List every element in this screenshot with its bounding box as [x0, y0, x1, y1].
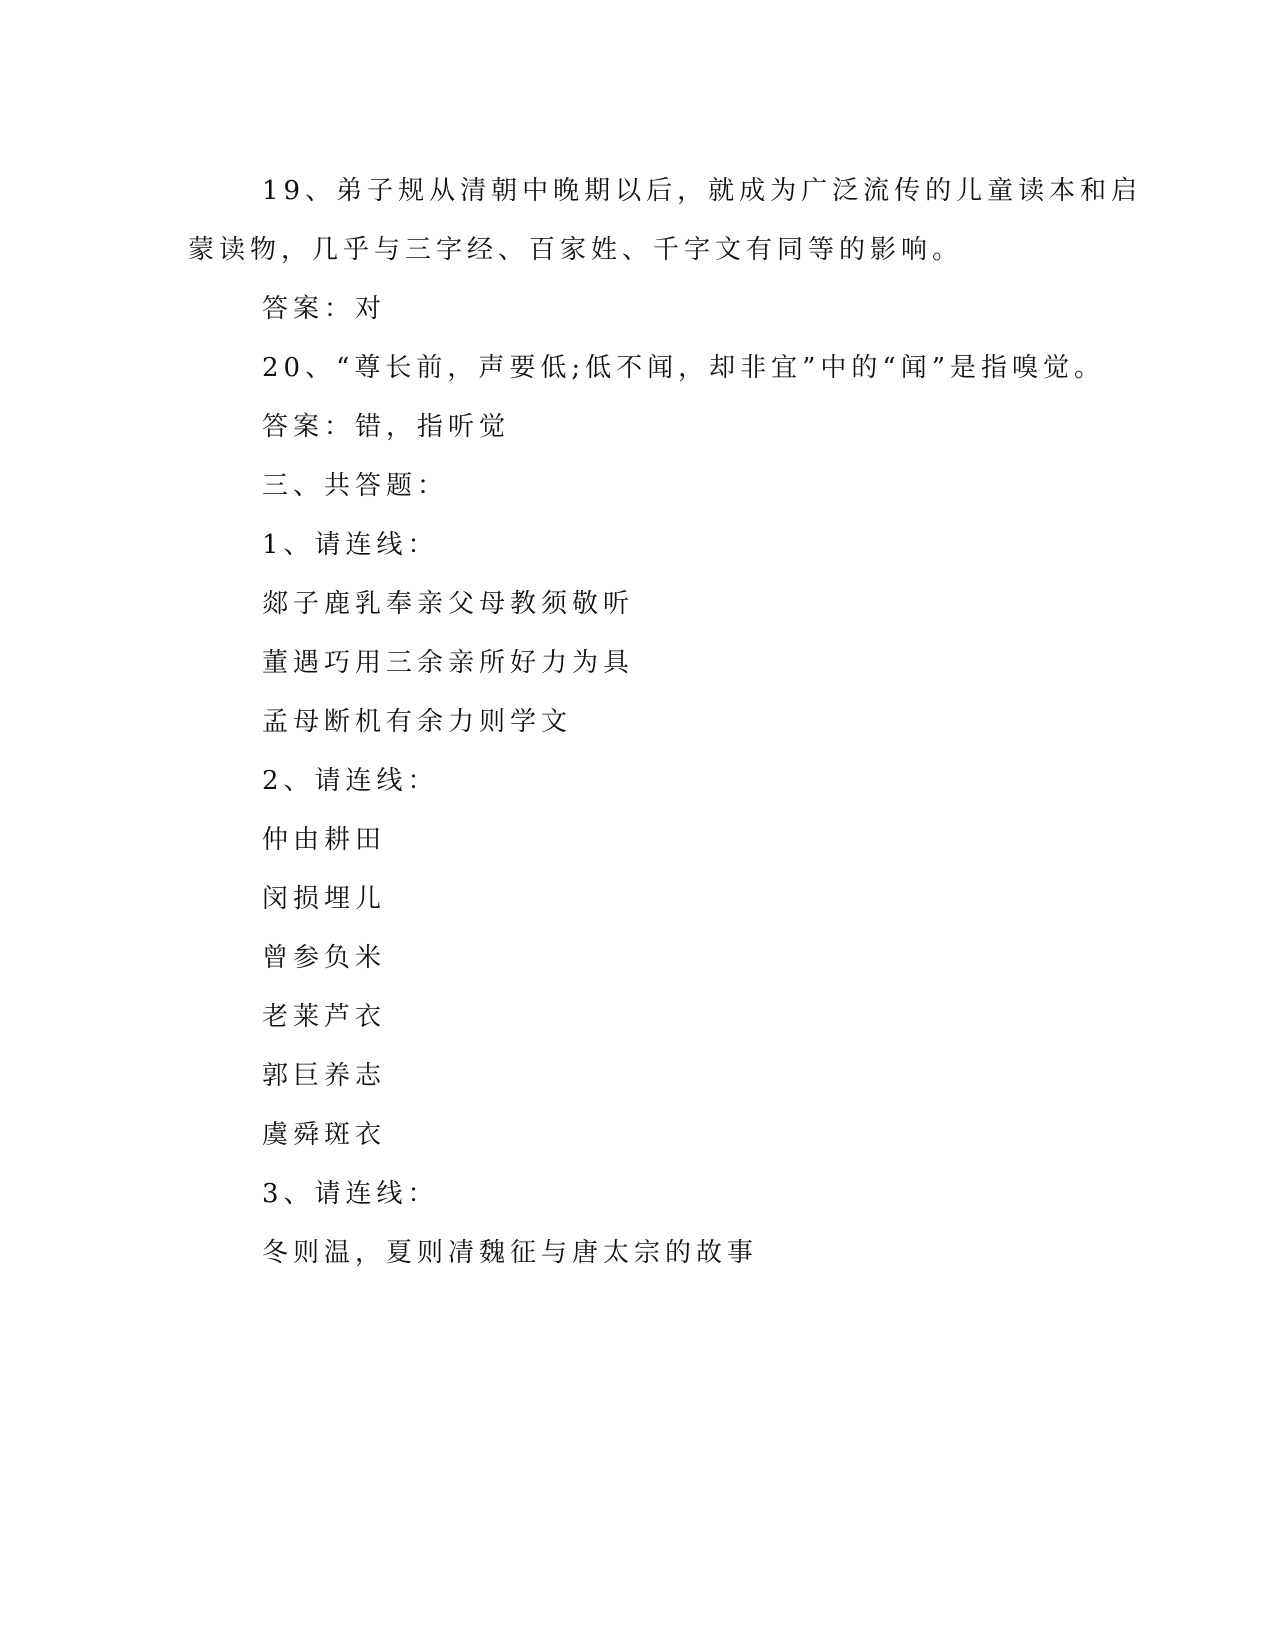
question-1-item: 郯子鹿乳奉亲父母教须敬听: [262, 589, 635, 619]
question-2-item: 郭巨养志: [262, 1061, 387, 1091]
question-20: 20、“尊长前，声要低;低不闻，却非宜”中的“闻”是指嗅觉。: [262, 353, 1106, 383]
question-2-item: 虞舜斑衣: [262, 1120, 387, 1150]
question-1-item: 孟母断机有余力则学文: [262, 707, 573, 737]
question-2-heading: 2、请连线：: [262, 766, 439, 796]
question-2-item: 曾参负米: [262, 943, 387, 973]
answer-19: 答案：对: [262, 294, 387, 324]
question-2-item: 老莱芦衣: [262, 1002, 387, 1032]
question-3-item: 冬则温，夏则凊魏征与唐太宗的故事: [262, 1238, 759, 1268]
question-19-line-1: 19、弟子规从清朝中晚期以后，就成为广泛流传的儿童读本和启: [262, 176, 1143, 206]
question-2-item: 闵损埋儿: [262, 884, 387, 914]
section-heading: 三、共答题：: [262, 471, 449, 501]
question-1-item: 董遇巧用三余亲所好力为具: [262, 648, 635, 678]
answer-20: 答案：错，指听觉: [262, 412, 511, 442]
question-3-heading: 3、请连线：: [262, 1179, 439, 1209]
question-2-item: 仲由耕田: [262, 825, 387, 855]
question-19-line-2: 蒙读物，几乎与三字经、百家姓、千字文有同等的影响。: [188, 235, 964, 265]
question-1-heading: 1、请连线：: [262, 530, 439, 560]
